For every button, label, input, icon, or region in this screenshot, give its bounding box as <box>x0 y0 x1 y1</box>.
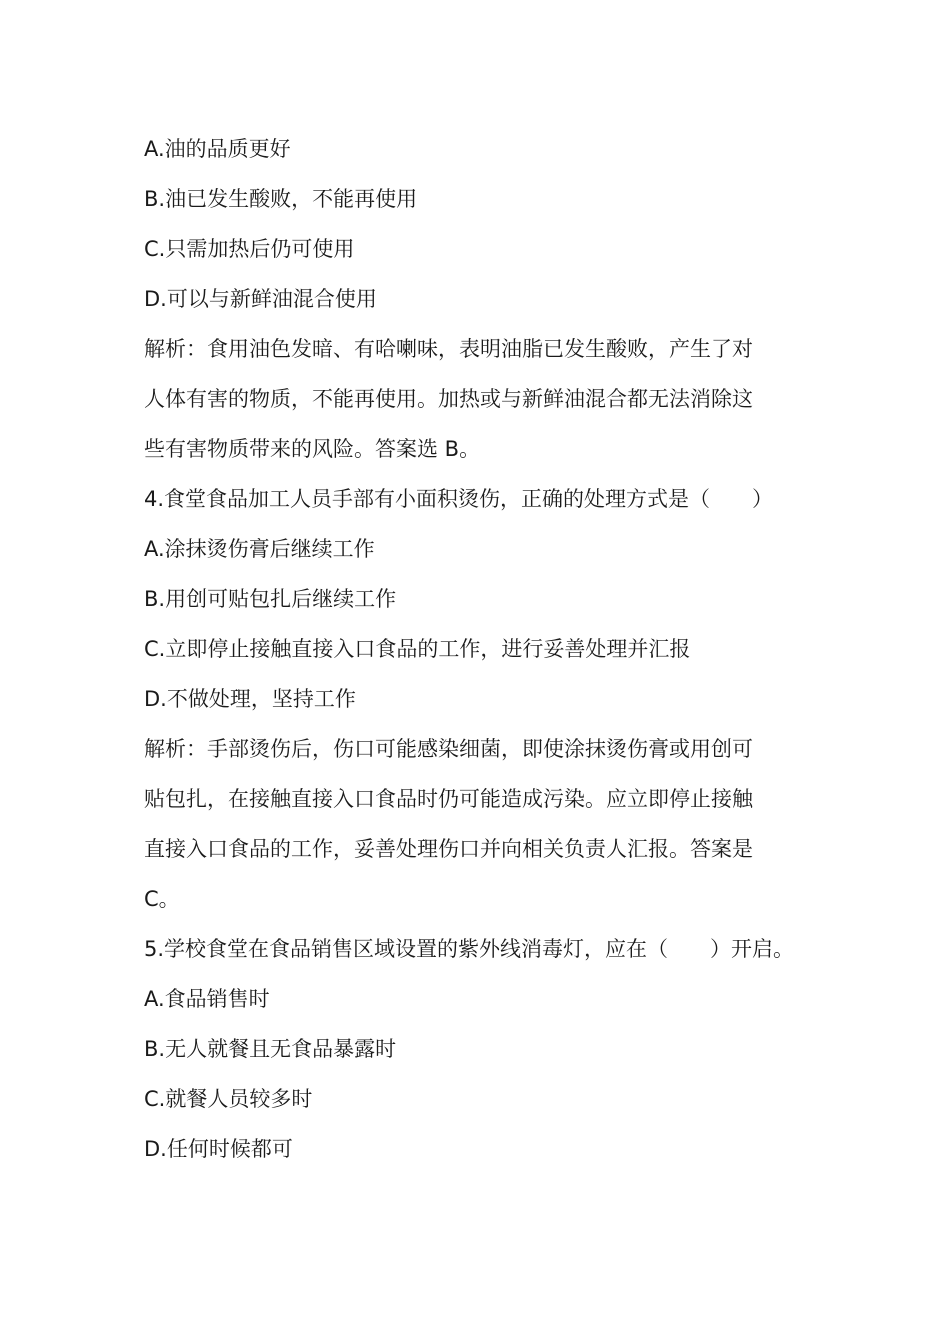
option-a: A.食品销售时 <box>144 987 270 1011</box>
option-b: B.无人就餐且无食品暴露时 <box>144 1037 397 1061</box>
option-d: D.任何时候都可 <box>144 1137 293 1161</box>
option-c: C.就餐人员较多时 <box>144 1087 313 1111</box>
option-b: B.用创可贴包扎后继续工作 <box>144 587 397 611</box>
option-d: D.不做处理，坚持工作 <box>144 687 356 711</box>
explanation-line: 些有害物质带来的风险。答案选 B。 <box>144 437 481 461</box>
option-a: A.油的品质更好 <box>144 137 291 161</box>
explanation-line: C。 <box>144 887 180 911</box>
option-a: A.涂抹烫伤膏后继续工作 <box>144 537 375 561</box>
option-c: C.只需加热后仍可使用 <box>144 237 355 261</box>
question-4: 4.食堂食品加工人员手部有小面积烫伤，正确的处理方式是（ ） <box>144 487 774 511</box>
explanation-line: 直接入口食品的工作，妥善处理伤口并向相关负责人汇报。答案是 <box>144 837 753 861</box>
option-b: B.油已发生酸败，不能再使用 <box>144 187 418 211</box>
explanation-line: 人体有害的物质，不能再使用。加热或与新鲜油混合都无法消除这 <box>144 387 753 411</box>
document-content <box>144 124 824 1174</box>
explanation-line: 解析：手部烫伤后，伤口可能感染细菌，即使涂抹烫伤膏或用创可 <box>144 737 753 761</box>
explanation-line: 解析：食用油色发暗、有哈喇味，表明油脂已发生酸败，产生了对 <box>144 337 753 361</box>
option-d: D.可以与新鲜油混合使用 <box>144 287 377 311</box>
explanation-line: 贴包扎，在接触直接入口食品时仍可能造成污染。应立即停止接触 <box>144 787 753 811</box>
option-c: C.立即停止接触直接入口食品的工作，进行妥善处理并汇报 <box>144 637 691 661</box>
question-5: 5.学校食堂在食品销售区域设置的紫外线消毒灯，应在（ ）开启。 <box>144 937 795 961</box>
